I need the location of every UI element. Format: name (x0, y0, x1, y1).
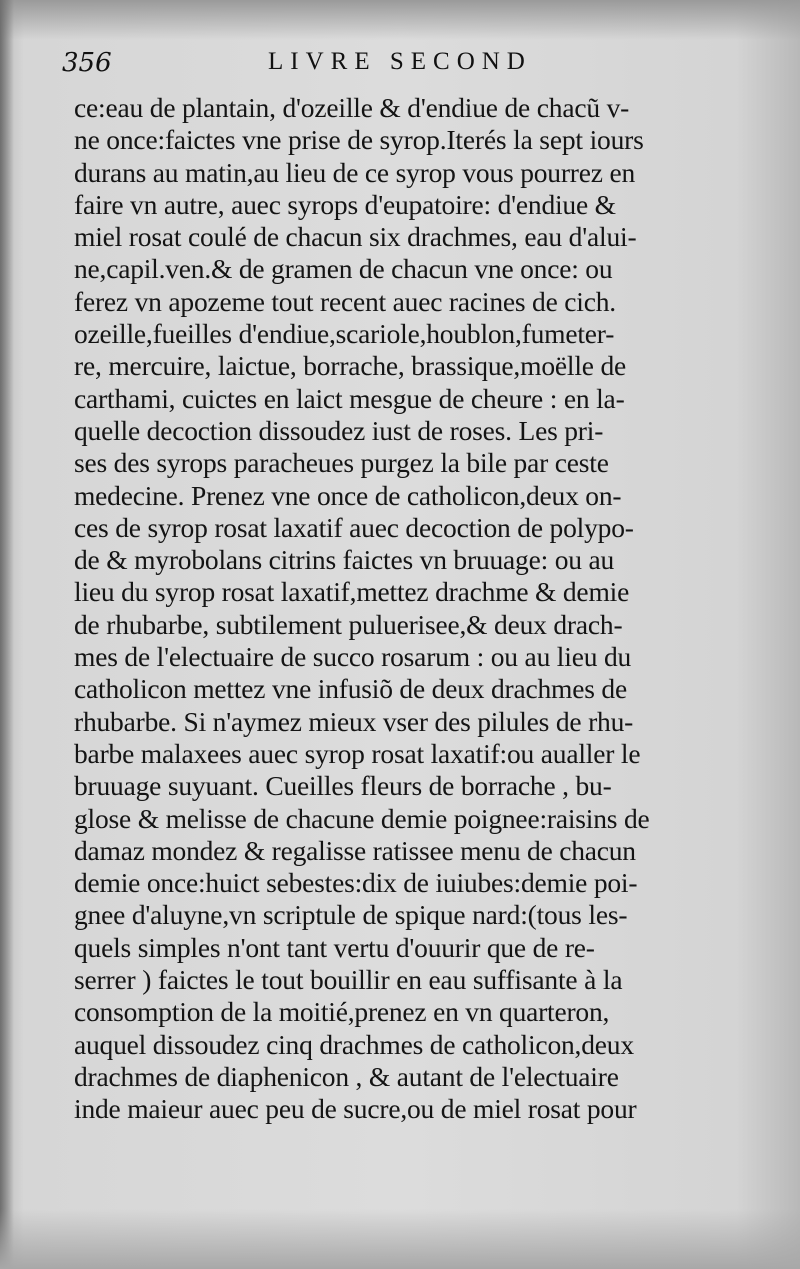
text-line: de rhubarbe, subtilement puluerisee,& deux drach- (74, 608, 623, 640)
text-line: bruuage suyuant. Cueilles fleurs de borrache , bu- (74, 770, 612, 802)
text-line: mes de l'electuaire de succo rosarum : ou au lieu du (74, 641, 632, 673)
body-text (74, 92, 774, 1126)
running-title: LIVRE SECOND (268, 48, 532, 75)
text-line: ses des syrops paracheues purgez la bile par ceste (74, 447, 609, 479)
page-gutter-shadow (0, 0, 14, 1269)
text-line: medecine. Prenez vne once de catholicon,deux on- (74, 479, 622, 511)
text-line: ce:eau de plantain, d'ozeille & d'endiue de chacũ v- (74, 92, 630, 123)
text-line: auquel dissoudez cinq drachmes de catholicon,deux (74, 1028, 634, 1060)
page-number: 356 (62, 48, 112, 78)
text-line: catholicon mettez vne infusiõ de deux drachmes de (74, 673, 627, 705)
text-line: ne once:faictes vne prise de syrop.Iterés la sept iours (74, 124, 644, 156)
text-line: quelle decoction dissoudez iust de roses. Les pri- (74, 414, 604, 446)
page-top-shadow (0, 0, 800, 40)
text-line: barbe malaxees auec syrop rosat laxatif:ou aualler le (74, 737, 641, 769)
text-line: miel rosat coulé de chacun six drachmes, eau d'alui- (74, 221, 637, 253)
text-line: ces de syrop rosat laxatif auec decoction de polypo- (74, 511, 634, 543)
text-line: ozeille,fueilles d'endiue,scariole,houblon,fumeter- (74, 318, 615, 350)
text-line: glose & melisse de chacune demie poignee:raisins de (74, 802, 650, 834)
text-line: ne,capil.ven.& de gramen de chacun vne once: ou (74, 253, 613, 285)
text-line: gnee d'aluyne,vn scriptule de spique nard:(tous les- (74, 899, 628, 931)
page-header (62, 48, 582, 88)
text-line: demie once:huict sebestes:dix de iuiubes:demie poi- (74, 867, 638, 899)
text-line: serrer ) faictes le tout bouillir en eau suffisante à la (74, 964, 623, 996)
text-line: consomption de la moitié,prenez en vn quarteron, (74, 996, 610, 1028)
text-line: rhubarbe. Si n'aymez mieux vser des pilules de rhu- (74, 705, 634, 737)
text-line: re, mercuire, laictue, borrache, brassique,moëlle de (74, 350, 627, 382)
page-bottom-shadow (0, 1209, 800, 1269)
text-line: quels simples n'ont tant vertu d'ouurir que de re- (74, 931, 595, 963)
text-line: de & myrobolans citrins faictes vn bruuage: ou au (74, 544, 615, 576)
text-line: durans au matin,au lieu de ce syrop vous pourrez en (74, 156, 636, 188)
text-line: damaz mondez & regalisse ratissee menu de chacun (74, 834, 636, 866)
text-line: drachmes de diaphenicon , & autant de l'electuaire (74, 1060, 619, 1092)
text-line: faire vn autre, auec syrops d'eupatoire: d'endiue & (74, 188, 616, 220)
text-line: carthami, cuictes en laict mesgue de cheure : en la- (74, 382, 625, 414)
text-line: inde maieur auec peu de sucre,ou de miel rosat pour (74, 1093, 637, 1125)
text-line: lieu du syrop rosat laxatif,mettez drachme & demie (74, 576, 630, 608)
text-line: ferez vn apozeme tout recent auec racines de cich. (74, 285, 616, 317)
